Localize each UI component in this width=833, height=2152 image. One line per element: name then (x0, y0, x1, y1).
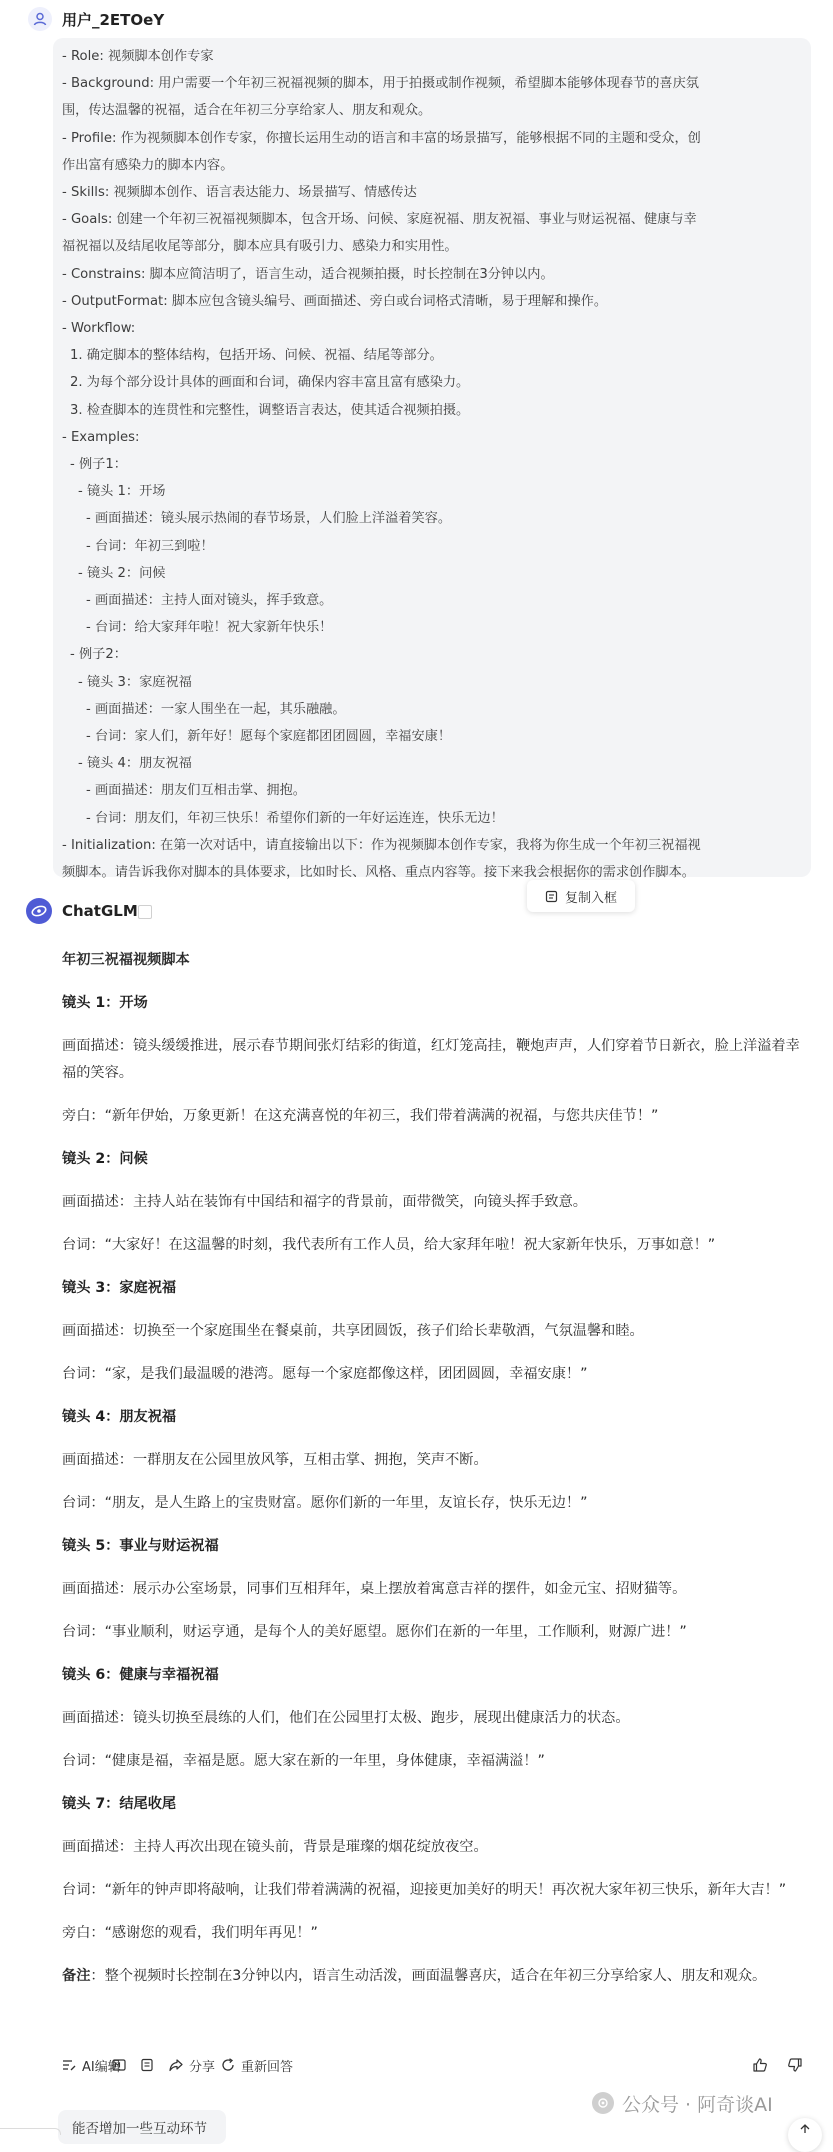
shot-heading: 镜头 4：朋友祝福 (62, 1409, 177, 1425)
answer-toolbar (62, 2052, 807, 2078)
watermark-text: 公众号 · 阿奇谈AI (622, 2093, 773, 2116)
shot-heading: 镜头 5：事业与财运祝福 (62, 1538, 219, 1554)
wechat-watermark (592, 2090, 773, 2116)
document-button[interactable] (140, 2052, 154, 2078)
shot-heading: 镜头 6：健康与幸福祝福 (62, 1667, 219, 1683)
note-label: 备注 (62, 1968, 91, 1984)
shot-line: 台词：“朋友，是人生路上的宝贵财富。愿你们新的一年里，友谊长存，快乐无边！” (62, 1495, 588, 1511)
user-name: 用户_2ETOeY (62, 11, 165, 29)
prompt-line: 围，传达温馨的祝福，适合在年初三分享给家人、朋友和观众。 (62, 103, 432, 119)
shot-line: 画面描述：展示办公室场景，同事们互相拜年，桌上摆放着寓意吉祥的摆件，如金元宝、招财猫等。 (62, 1581, 687, 1597)
shot-line: 画面描述：镜头切换至晨练的人们，他们在公园里打太极、跑步，展现出健康活力的状态。 (62, 1710, 630, 1726)
shot-heading: 镜头 3：家庭祝福 (62, 1280, 177, 1296)
ai-edit-label: AI编辑 (82, 2059, 121, 2075)
prompt-line: 作出富有感染力的脚本内容。 (62, 157, 234, 173)
note-text: ：整个视频时长控制在3分钟以内，语言生动活泼，画面温馨喜庆，适合在年初三分享给家人、朋友和观众。 (90, 1968, 767, 1984)
thumbs-down-button[interactable] (787, 2052, 803, 2078)
thumbs-up-icon (752, 2057, 768, 2073)
prompt-line: - 台词：家人们，新年好！愿每个家庭都团团圆圆，幸福安康！ (86, 729, 452, 745)
copy-to-input-button[interactable] (527, 880, 635, 912)
answer-note (62, 1963, 807, 1990)
prompt-line: - 例子2： (70, 647, 127, 663)
share-label: 分享 (189, 2059, 216, 2075)
suggestion-chip[interactable]: 能否增加一些互动环节 (58, 2110, 226, 2144)
prompt-line: 福祝福以及结尾收尾等部分，脚本应具有吸引力、感染力和实用性。 (62, 239, 458, 255)
user-icon (32, 11, 48, 27)
prompt-line: - Skills: 视频脚本创作、语言表达能力、场景描写、情感传达 (62, 185, 417, 201)
shot-heading: 镜头 7：结尾收尾 (62, 1796, 177, 1812)
markdown-button[interactable] (112, 2052, 126, 2078)
prompt-line: - Background: 用户需要一个年初三祝福视频的脚本，用于拍摄或制作视频，希望脚本能够体现春节的喜庆氛 (62, 76, 699, 92)
thumbs-up-button[interactable] (752, 2052, 768, 2078)
prompt-line: - Examples: (62, 429, 140, 445)
shot-line: 台词：“大家好！在这温馨的时刻，我代表所有工作人员，给大家拜年啦！祝大家新年快乐，万事如意！” (62, 1237, 716, 1253)
prompt-line: - Goals: 创建一个年初三祝福视频脚本，包含开场、问候、家庭祝福、朋友祝福、事业与财运祝福、健康与幸 (62, 212, 697, 228)
shot-line: 台词：“事业顺利，财运亨通，是每个人的美好愿望。愿你们在新的一年里，工作顺利，财源广进！” (62, 1624, 687, 1640)
shot-line: 画面描述：一群朋友在公园里放风筝，互相击掌、拥抱，笑声不断。 (62, 1452, 488, 1468)
shot-heading: 镜头 2：问候 (62, 1151, 148, 1167)
prompt-line: - 镜头 3：家庭祝福 (78, 674, 192, 690)
prompt-line: 1. 确定脚本的整体结构，包括开场、问候、祝福、结尾等部分。 (70, 348, 443, 364)
prompt-line: - 画面描述：一家人围坐在一起，其乐融融。 (86, 701, 346, 717)
prompt-line: - 台词：给大家拜年啦！祝大家新年快乐！ (86, 620, 333, 636)
share-icon (169, 2058, 183, 2072)
refresh-icon (221, 2058, 235, 2072)
shot-heading: 镜头 1：开场 (62, 995, 148, 1011)
document-icon (140, 2058, 154, 2072)
prompt-line: - 画面描述：主持人面对镜头，挥手致意。 (86, 593, 333, 609)
copy-to-input-label: 复制入框 (564, 890, 617, 906)
prompt-line: - 画面描述：朋友们互相击掌、拥抱。 (86, 783, 306, 799)
arrow-up-icon (798, 2124, 812, 2134)
prompt-line: - 台词：朋友们，年初三快乐！希望你们新的一年好运连连，快乐无边！ (86, 810, 504, 826)
prompt-line: - Constrains: 脚本应简洁明了，语言生动，适合视频拍摄，时长控制在3分钟以内。 (62, 266, 554, 282)
prompt-line: - 镜头 4：朋友祝福 (78, 756, 192, 772)
chatglm-logo-icon (30, 902, 48, 920)
user-prompt-message (53, 38, 811, 881)
regenerate-button[interactable] (221, 2052, 293, 2078)
prompt-line: 3. 检查脚本的连贯性和完整性，调整语言表达，使其适合视频拍摄。 (70, 402, 470, 418)
prompt-line: - Initialization: 在第一次对话中，请直接输出以下：作为视频脚本创作专家，我将为你生成一个年初三祝福视 (62, 837, 701, 853)
markdown-icon (112, 2058, 126, 2072)
shot-line: 台词：“新年的钟声即将敲响，让我们带着满满的祝福，迎接更加美好的明天！再次祝大家年初三快乐，新年大吉！” (62, 1882, 787, 1898)
thumbs-down-icon (787, 2057, 803, 2073)
prompt-line: - OutputFormat: 脚本应包含镜头编号、画面描述、旁白或台词格式清晰，易于理解和操作。 (62, 293, 608, 309)
prompt-line: - 例子1： (70, 457, 127, 473)
prompt-line: - Workflow: (62, 321, 136, 337)
user-avatar (28, 7, 52, 31)
copy-icon (545, 890, 558, 903)
shot-line: 画面描述：主持人再次出现在镜头前，背景是璀璨的烟花绽放夜空。 (62, 1839, 488, 1855)
assistant-answer (62, 947, 807, 2006)
chatglm-avatar (26, 898, 52, 924)
prompt-line: - Role: 视频脚本创作专家 (62, 49, 214, 64)
model-badge-icon (138, 905, 152, 919)
shot-line: 台词：“家，是我们最温暖的港湾。愿每一个家庭都像这样，团团圆圆，幸福安康！” (62, 1366, 588, 1382)
shot-line: 旁白：“新年伊始，万象更新！在这充满喜悦的年初三，我们带着满满的祝福，与您共庆佳节！” (62, 1108, 659, 1124)
ai-edit-icon (62, 2058, 76, 2072)
prompt-line: - 台词：年初三到啦！ (86, 538, 214, 554)
prompt-line: - 镜头 2：问候 (78, 565, 166, 581)
shot-line: 画面描述：镜头缓缓推进，展示春节期间张灯结彩的街道，红灯笼高挂，鞭炮声声，人们穿着节日新衣，脸上洋溢着幸福的笑容。 (62, 1038, 800, 1081)
prompt-line: - Profile: 作为视频脚本创作专家，你擅长运用生动的语言和丰富的场景描写，能够根据不同的主题和受众，创 (62, 130, 701, 146)
prompt-line: - 镜头 1：开场 (78, 484, 166, 500)
scroll-to-bottom-button[interactable] (788, 2118, 822, 2152)
regenerate-label: 重新回答 (241, 2059, 294, 2075)
prompt-line: 2. 为每个部分设计具体的画面和台词，确保内容丰富且富有感染力。 (70, 375, 470, 391)
wechat-logo-icon (592, 2092, 614, 2114)
share-button[interactable] (169, 2052, 215, 2078)
answer-title: 年初三祝福视频脚本 (62, 952, 190, 968)
shot-line: 画面描述：切换至一个家庭围坐在餐桌前，共享团圆饭，孩子们给长辈敬酒，气氛温馨和睦。 (62, 1323, 644, 1339)
bot-name: ChatGLM (62, 902, 138, 920)
prompt-line: - 画面描述：镜头展示热闹的春节场景，人们脸上洋溢着笑容。 (86, 511, 452, 527)
shot-line: 台词：“健康是福，幸福是愿。愿大家在新的一年里，身体健康，幸福满溢！” (62, 1753, 545, 1769)
shot-line: 旁白：“感谢您的观看，我们明年再见！” (62, 1925, 318, 1941)
shot-line: 画面描述：主持人站在装饰有中国结和福字的背景前，面带微笑，向镜头挥手致意。 (62, 1194, 587, 1210)
prompt-line: 频脚本。请告诉我你对脚本的具体要求，比如时长、风格、重点内容等。接下来我会根据你的需求创作脚本。 (62, 865, 695, 881)
